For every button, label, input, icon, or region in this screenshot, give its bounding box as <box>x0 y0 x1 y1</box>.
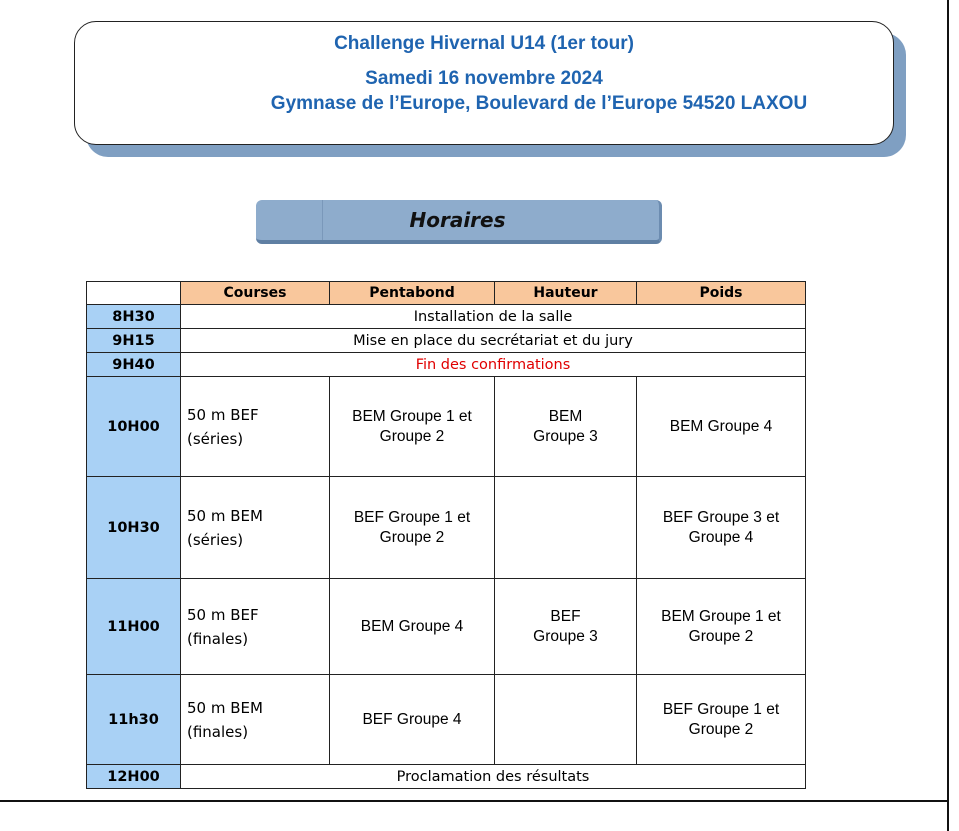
cell-line: BEF Groupe 1 et <box>662 700 780 718</box>
courses-line: (séries) <box>187 429 244 448</box>
pentabond-cell <box>330 377 495 477</box>
pentabond-cell <box>330 579 495 675</box>
cell-line: BEM Groupe 1 et <box>661 607 781 625</box>
col-header-poids: Poids <box>637 282 806 305</box>
table-row <box>87 765 806 789</box>
hauteur-cell <box>495 579 637 675</box>
cell-line: Groupe 3 <box>533 427 598 445</box>
event-cell-highlight: Fin des confirmations <box>181 353 806 377</box>
pentabond-cell <box>330 675 495 765</box>
section-title: Horaires <box>409 208 506 232</box>
corner-cell <box>87 282 181 305</box>
cell-line: Groupe 2 <box>688 720 754 738</box>
courses-cell <box>181 579 330 675</box>
cell-line: Groupe 2 <box>379 427 445 445</box>
table-row <box>87 477 806 579</box>
time-cell: 12H00 <box>87 765 181 789</box>
col-header-hauteur: Hauteur <box>495 282 637 305</box>
cell-line: BEF Groupe 1 et <box>353 508 471 526</box>
table-row <box>87 377 806 477</box>
col-header-pentabond: Pentabond <box>330 282 495 305</box>
time-cell: 9H15 <box>87 329 181 353</box>
cell-line: Groupe 4 <box>688 528 754 546</box>
cell-line: BEM Groupe 4 <box>360 617 464 635</box>
cell-line: BEF Groupe 3 et <box>662 508 780 526</box>
cell-line: Groupe 3 <box>533 627 598 645</box>
table-row <box>87 305 806 329</box>
courses-line: 50 m BEF <box>187 405 259 424</box>
schedule-table <box>86 281 806 789</box>
courses-line: (finales) <box>187 629 249 648</box>
courses-line: 50 m BEM <box>187 698 263 717</box>
time-cell: 11h30 <box>87 675 181 765</box>
hauteur-cell-empty <box>495 477 637 579</box>
courses-line: (séries) <box>187 530 244 549</box>
event-header <box>74 21 894 145</box>
page-bottom-edge <box>0 800 949 802</box>
cell-line: BEM Groupe 1 et <box>352 407 472 425</box>
cell-line: BEM Groupe 4 <box>669 417 773 435</box>
cell-line: BEM <box>548 407 583 425</box>
cell-line: Groupe 2 <box>379 528 445 546</box>
poids-cell <box>637 477 806 579</box>
courses-line: (finales) <box>187 722 249 741</box>
col-header-courses: Courses <box>181 282 330 305</box>
courses-cell <box>181 675 330 765</box>
section-banner <box>256 200 662 244</box>
poids-cell <box>637 377 806 477</box>
time-cell: 10H00 <box>87 377 181 477</box>
table-row <box>87 329 806 353</box>
table-row <box>87 579 806 675</box>
cell-line: BEF <box>550 607 581 625</box>
courses-cell <box>181 377 330 477</box>
hauteur-cell <box>495 377 637 477</box>
table-row <box>87 353 806 377</box>
cell-line: BEF Groupe 4 <box>362 710 462 728</box>
poids-cell <box>637 675 806 765</box>
courses-line: 50 m BEF <box>187 605 259 624</box>
time-cell: 10H30 <box>87 477 181 579</box>
table-row <box>87 675 806 765</box>
courses-cell <box>181 477 330 579</box>
hauteur-cell-empty <box>495 675 637 765</box>
time-cell: 11H00 <box>87 579 181 675</box>
event-cell: Mise en place du secrétariat et du jury <box>181 329 806 353</box>
courses-line: 50 m BEM <box>187 506 263 525</box>
header-row <box>87 282 806 305</box>
time-cell: 9H40 <box>87 353 181 377</box>
event-cell: Proclamation des résultats <box>181 765 806 789</box>
pentabond-cell <box>330 477 495 579</box>
time-cell: 8H30 <box>87 305 181 329</box>
event-date: Samedi 16 novembre 2024 <box>365 68 603 89</box>
event-venue: Gymnase de l’Europe, Boulevard de l’Europe 54520 LAXOU <box>270 93 808 114</box>
page-right-edge <box>947 0 949 831</box>
event-title: Challenge Hivernal U14 (1er tour) <box>334 33 634 54</box>
event-cell: Installation de la salle <box>181 305 806 329</box>
cell-line: Groupe 2 <box>688 627 754 645</box>
poids-cell <box>637 579 806 675</box>
